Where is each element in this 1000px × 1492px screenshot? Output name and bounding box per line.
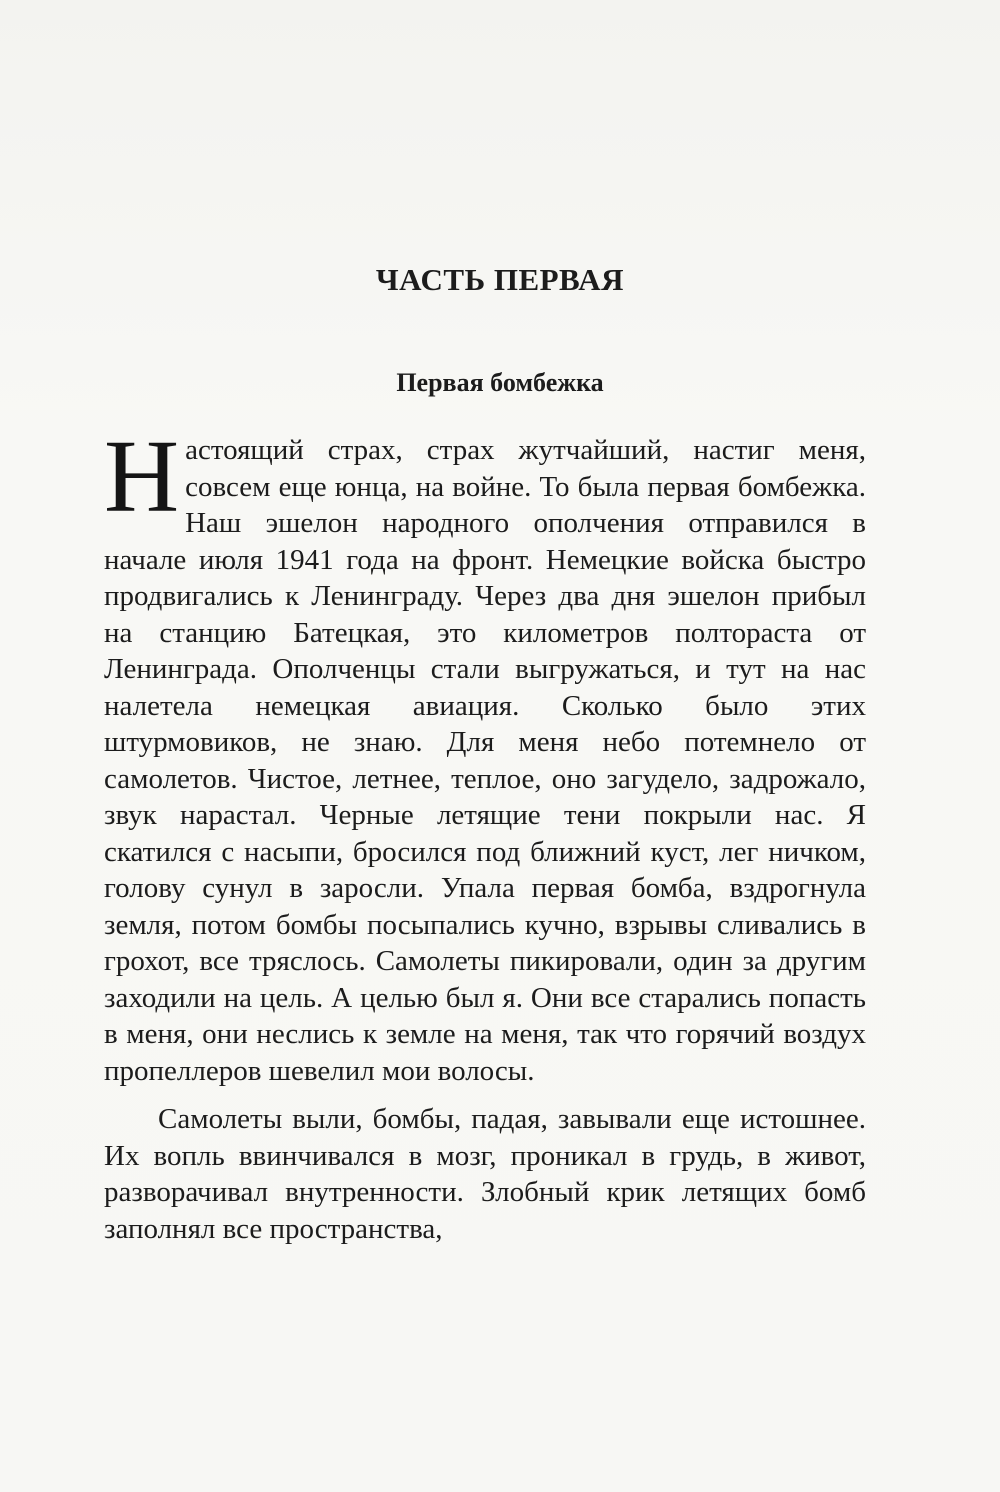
drop-cap: Н — [104, 419, 180, 534]
part-title: ЧАСТЬ ПЕРВАЯ — [375, 262, 625, 297]
chapter-title: Первая бомбежка — [396, 368, 604, 397]
paragraph-1 — [104, 419, 866, 1089]
paragraph-2 — [104, 1101, 866, 1247]
body-text — [104, 419, 866, 1247]
paragraph-1-text: астоящий страх, страх жутчайший, настиг меня, совсем еще юнца, на войне. То была первая бомбежка. Наш эшелон народного ополчения отправился в начале июля 1941 года на фронт. Немецкие войска быстро продвигались к Ленинграду. Через два дня эшелон прибыл на станцию Батецкая, это километров полтораста от Ленинграда. Ополченцы стали выгружаться, и тут на нас налетела немецкая авиация. Сколько было этих штурмовиков, не знаю. Для меня небо потемнело от самолетов. Чистое, летнее, теплое, оно загудело, задрожало, звук нарастал. Черные летящие тени покрыли нас. Я скатился с насыпи, бросился под ближний куст, лег ничком, голову сунул в заросли. Упала первая бомба, вздрогнула земля, потом бомбы посыпались кучно, взрывы сливались в грохот, все тряслось. Самолеты пикировали, один за другим заходили на цель. А целью был я. Они все старались попасть в меня, они неслись к земле на меня, так что горячий воздух пропеллеров шевелил мои волосы. — [104, 434, 866, 1087]
paragraph-2-text: Самолеты выли, бомбы, падая, завывали еще истошнее. Их вопль ввинчивался в мозг, проникал в грудь, в живот, разворачивал внутренности. Злобный крик летящих бомб заполнял все пространства, — [104, 1103, 866, 1245]
